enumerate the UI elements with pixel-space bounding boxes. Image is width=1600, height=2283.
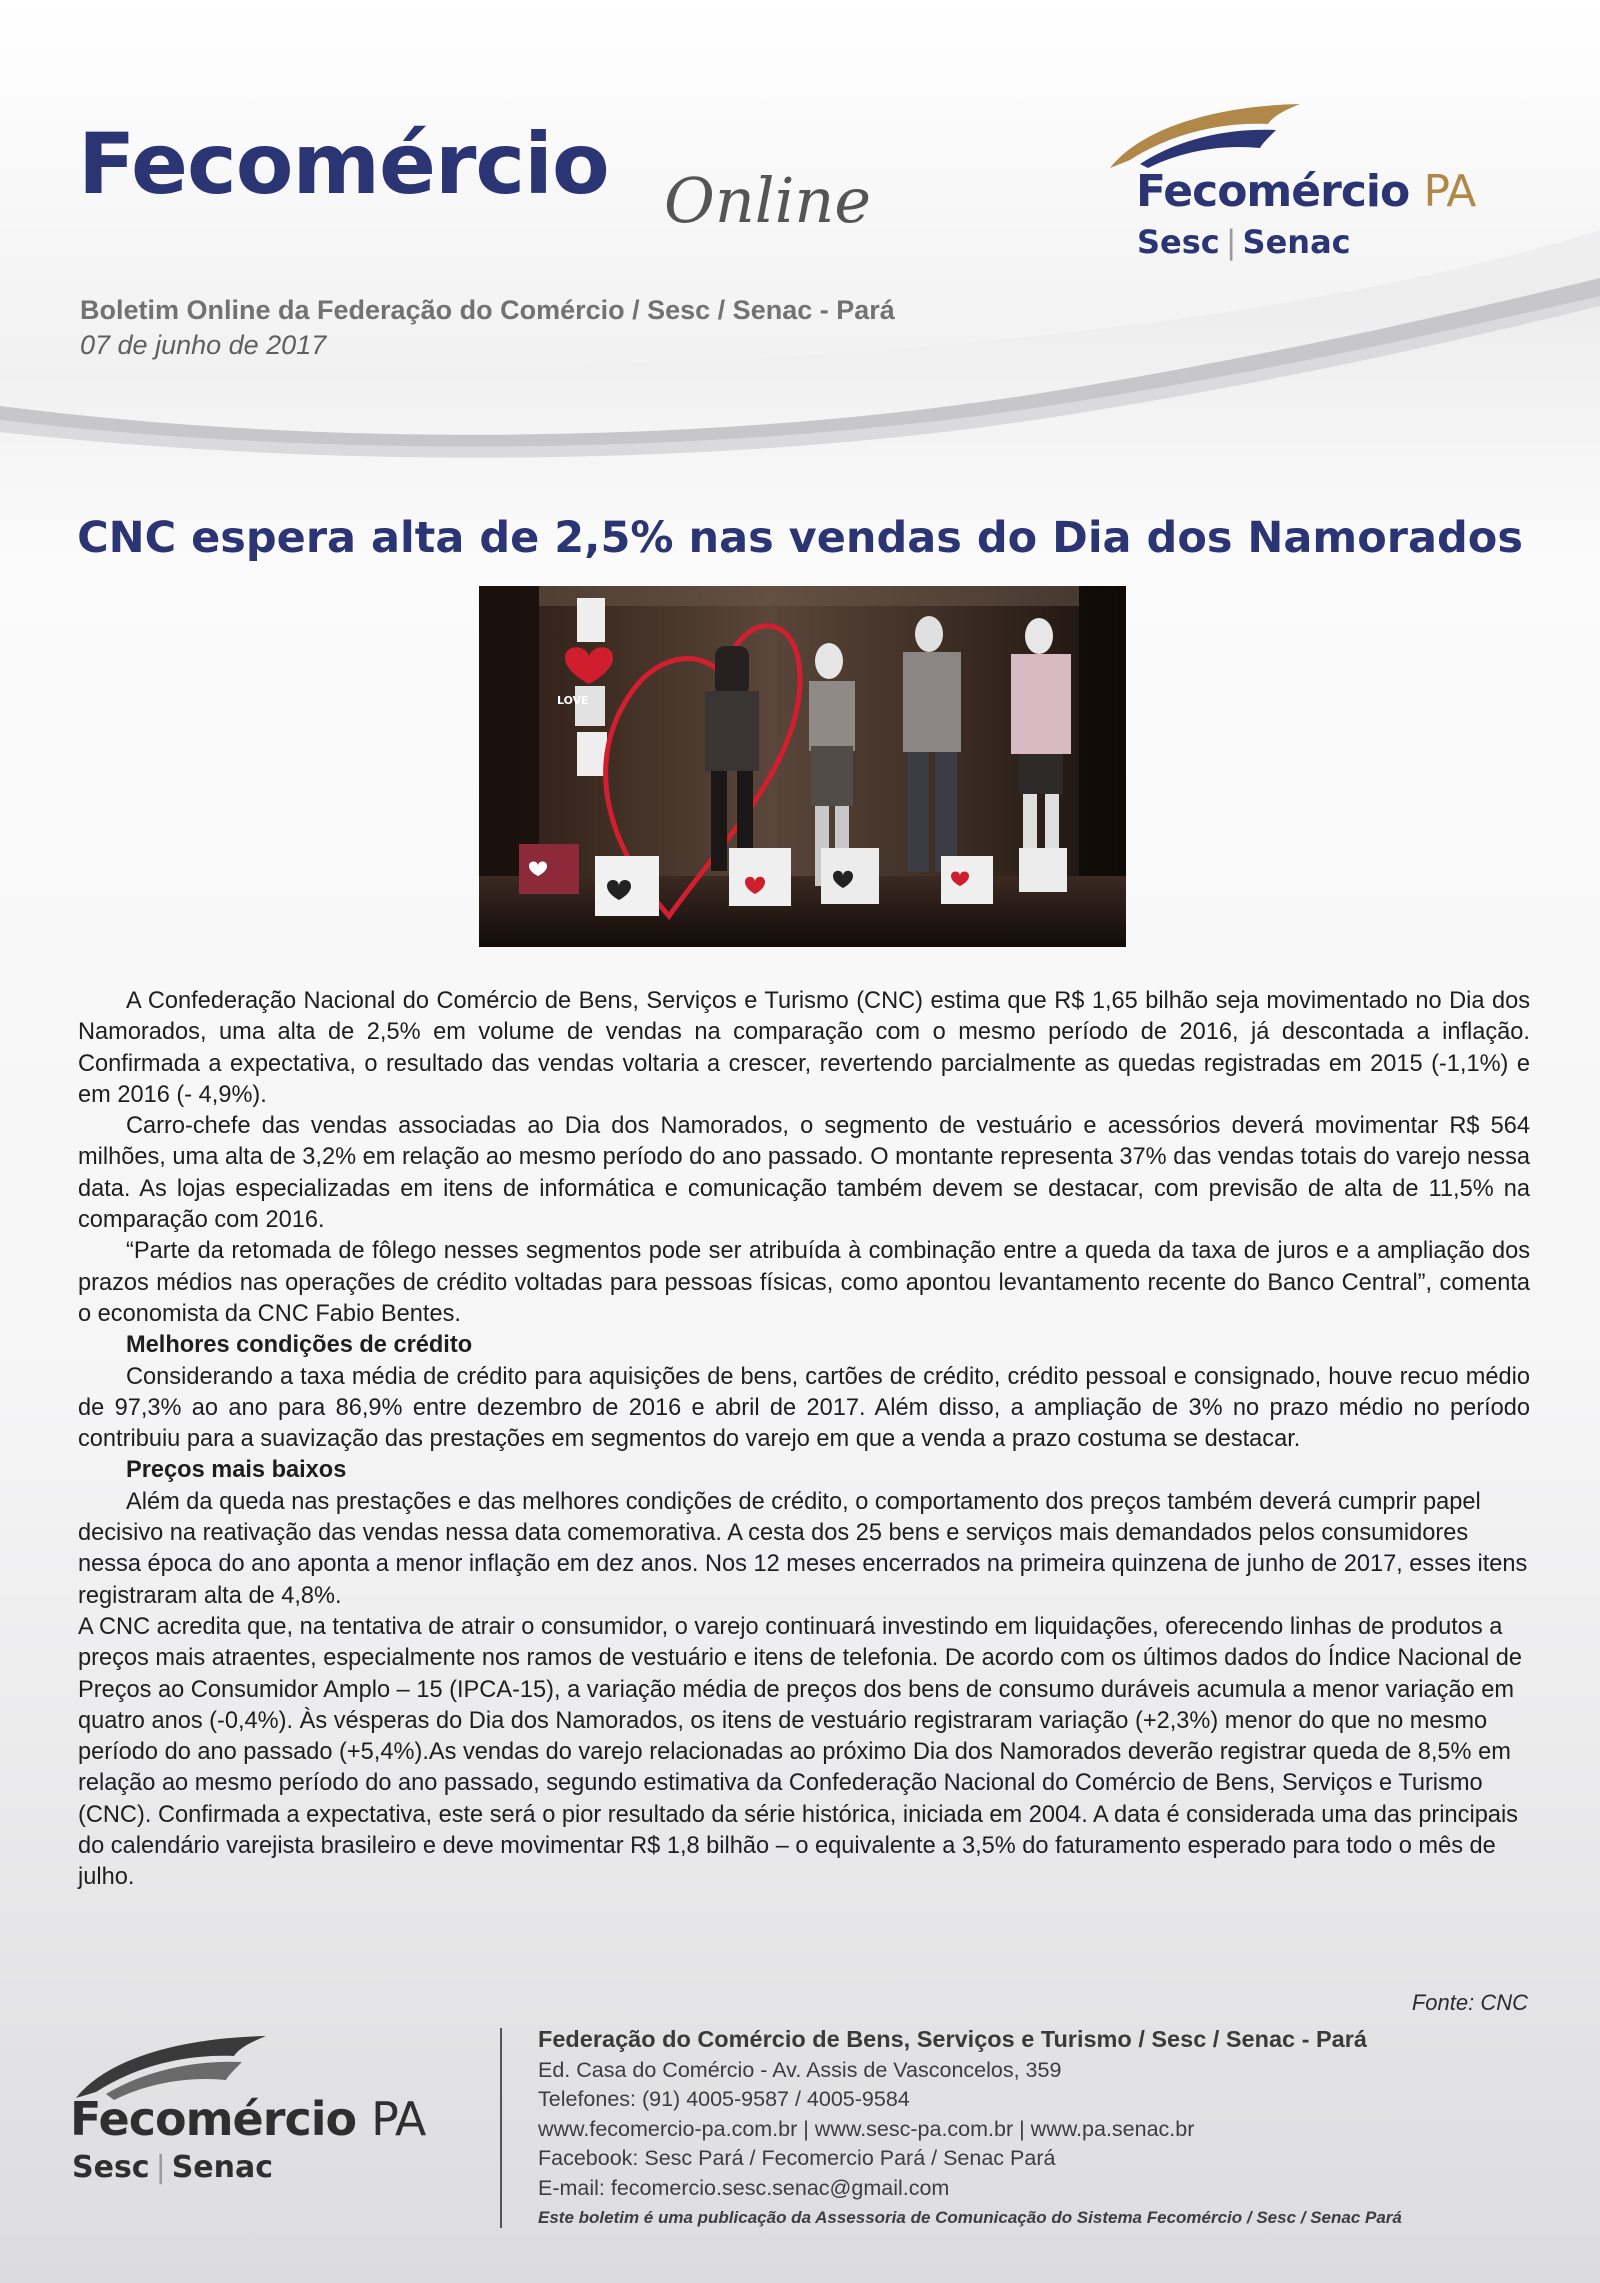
subheading-prices: Preços mais baixos (126, 1457, 347, 1484)
paragraph-2: Carro-chefe das vendas associadas ao Dia dos Namorados, o segmento de vestuário e acessórios deverá movimentar R$ 564 milhões, uma alta de 3,2% em relação ao mesmo período do ano passado. O montante representa 37% das vendas totais do varejo nessa data. As lojas especializadas em itens de informática e comunicação também devem se destacar, com previsão de alta de 11,5% na comparação com 2016. (78, 1113, 1530, 1234)
paragraph-3: “Parte da retomada de fôlego nesses segmentos pode ser atribuída à combinação entre a queda da taxa de juros e a ampliação dos prazos médios nas operações de crédito voltadas para pessoas físicas, como apontou levantamento recente do Banco Central”, comenta o economista da CNC Fabio Bentes. (78, 1238, 1530, 1327)
footer-facebook: Facebook: Sesc Pará / Fecomercio Pará / Senac Pará (538, 2146, 1056, 2171)
paragraph-1: A Confederação Nacional do Comércio de Bens, Serviços e Turismo (CNC) estima que R$ 1,65 bilhão seja movimentado no Dia dos Namorados, uma alta de 2,5% em volume de vendas na comparação com o mesmo período de 2016, já descontada a inflação. Confirmada a expectativa, o resultado das vendas voltaria a crescer, revertendo parcialmente as quedas registradas em 2015 (-1,1%) e em 2016 (- 4,9%). (78, 988, 1530, 1108)
footer-contact (538, 2022, 1548, 2233)
logo-units: Sesc | Senac (1137, 223, 1351, 261)
paragraph-4: Considerando a taxa média de crédito para aquisições de bens, cartões de crédito, crédito pessoal e consignado, houve recuo médio de 97,3% ao ano para 86,9% entre dezembro de 2016 e abril de 2017. Além disso, a ampliação de 3% no prazo médio no período contribuiu para a suavização das prestações em segmentos do varejo em que a venda a prazo costuma se destacar. (78, 1363, 1530, 1453)
footer-org: Federação do Comércio de Bens, Serviços e Turismo / Sesc / Senac - Pará (538, 2026, 1367, 2052)
logo-units: Sesc | Senac (72, 2150, 274, 2185)
masthead-title: Fecomércio (78, 115, 609, 213)
footer-note: Este boletim é uma publicação da Assessoria de Comunicação do Sistema Fecomércio / Sesc / Senac Pará (538, 2208, 1402, 2228)
logo-name: Fecomércio PA (70, 2092, 426, 2146)
bulletin-description: Boletim Online da Federação do Comércio / Sesc / Senac - Pará (80, 295, 895, 325)
footer-phones: Telefones: (91) 4005-9587 / 4005-9584 (538, 2087, 910, 2112)
footer-divider (500, 2028, 502, 2228)
masthead-subtitle: Online (664, 164, 872, 237)
footer-address: Ed. Casa do Comércio - Av. Assis de Vasconcelos, 359 (538, 2058, 1062, 2082)
article-source: Fonte: CNC (1411, 1990, 1528, 2015)
shop-window-photo (479, 586, 1126, 947)
paragraph-5: Além da queda nas prestações e das melhores condições de crédito, o comportamento dos preços também deverá cumprir papel decisivo na reativação das vendas nessa data comemorativa. A cesta dos 25 bens e serviços mais demandados pelos consumidores nessa época do ano aponta a menor inflação em dez anos. Nos 12 meses encerrados na primeira quinzena de junho de 2017, esses itens registraram alta de 4,8%. (78, 1488, 1528, 1609)
bulletin-date: 07 de junho de 2017 (80, 330, 327, 360)
fecomercio-logo-footer (70, 2032, 490, 2192)
footer-email[interactable]: E-mail: fecomercio.sesc.senac@gmail.com (538, 2175, 950, 2200)
paragraph-6: A CNC acredita que, na tentativa de atrair o consumidor, o varejo continuará investindo em liquidações, oferecendo linhas de produtos a preços mais atraentes, especialmente nos ramos de vestuário e itens de telefonia. De acordo com os últimos dados do Índice Nacional de Preços ao Consumidor Amplo – 15 (IPCA-15), a variação média de preços dos bens de consumo duráveis acumula a menor variação em quatro anos (-0,4%). Às vésperas do Dia dos Namorados, os itens de vestuário registraram variação (+2,3%) menor do que no mesmo período do ano passado (+5,4%).As vendas do varejo relacionadas ao próximo Dia dos Namorados deverão registrar queda de 8,5% em relação ao mesmo período do ano passado, segundo estimativa da Confederação Nacional do Comércio de Bens, Serviços e Turismo (CNC). Confirmada a expectativa, este será o pior resultado da série histórica, iniciada em 2004. A data é considerada uma das principais do calendário varejista brasileiro e deve movimentar R$ 1,8 bilhão – o equivalente a 3,5% do faturamento esperado para todo o mês de julho. (78, 1613, 1522, 1891)
subheading-credit: Melhores condições de crédito (126, 1332, 473, 1359)
article-headline: CNC espera alta de 2,5% nas vendas do Dia dos Namorados (77, 513, 1523, 563)
logo-name: Fecomércio PA (1136, 166, 1476, 217)
fecomercio-logo-header (1100, 100, 1520, 270)
love-sign-text: LOVE (557, 694, 589, 707)
wing-icon (1100, 100, 1520, 170)
footer-websites[interactable]: www.fecomercio-pa.com.br | www.sesc-pa.com.br | www.pa.senac.br (538, 2116, 1195, 2141)
article-body (78, 986, 1530, 1894)
